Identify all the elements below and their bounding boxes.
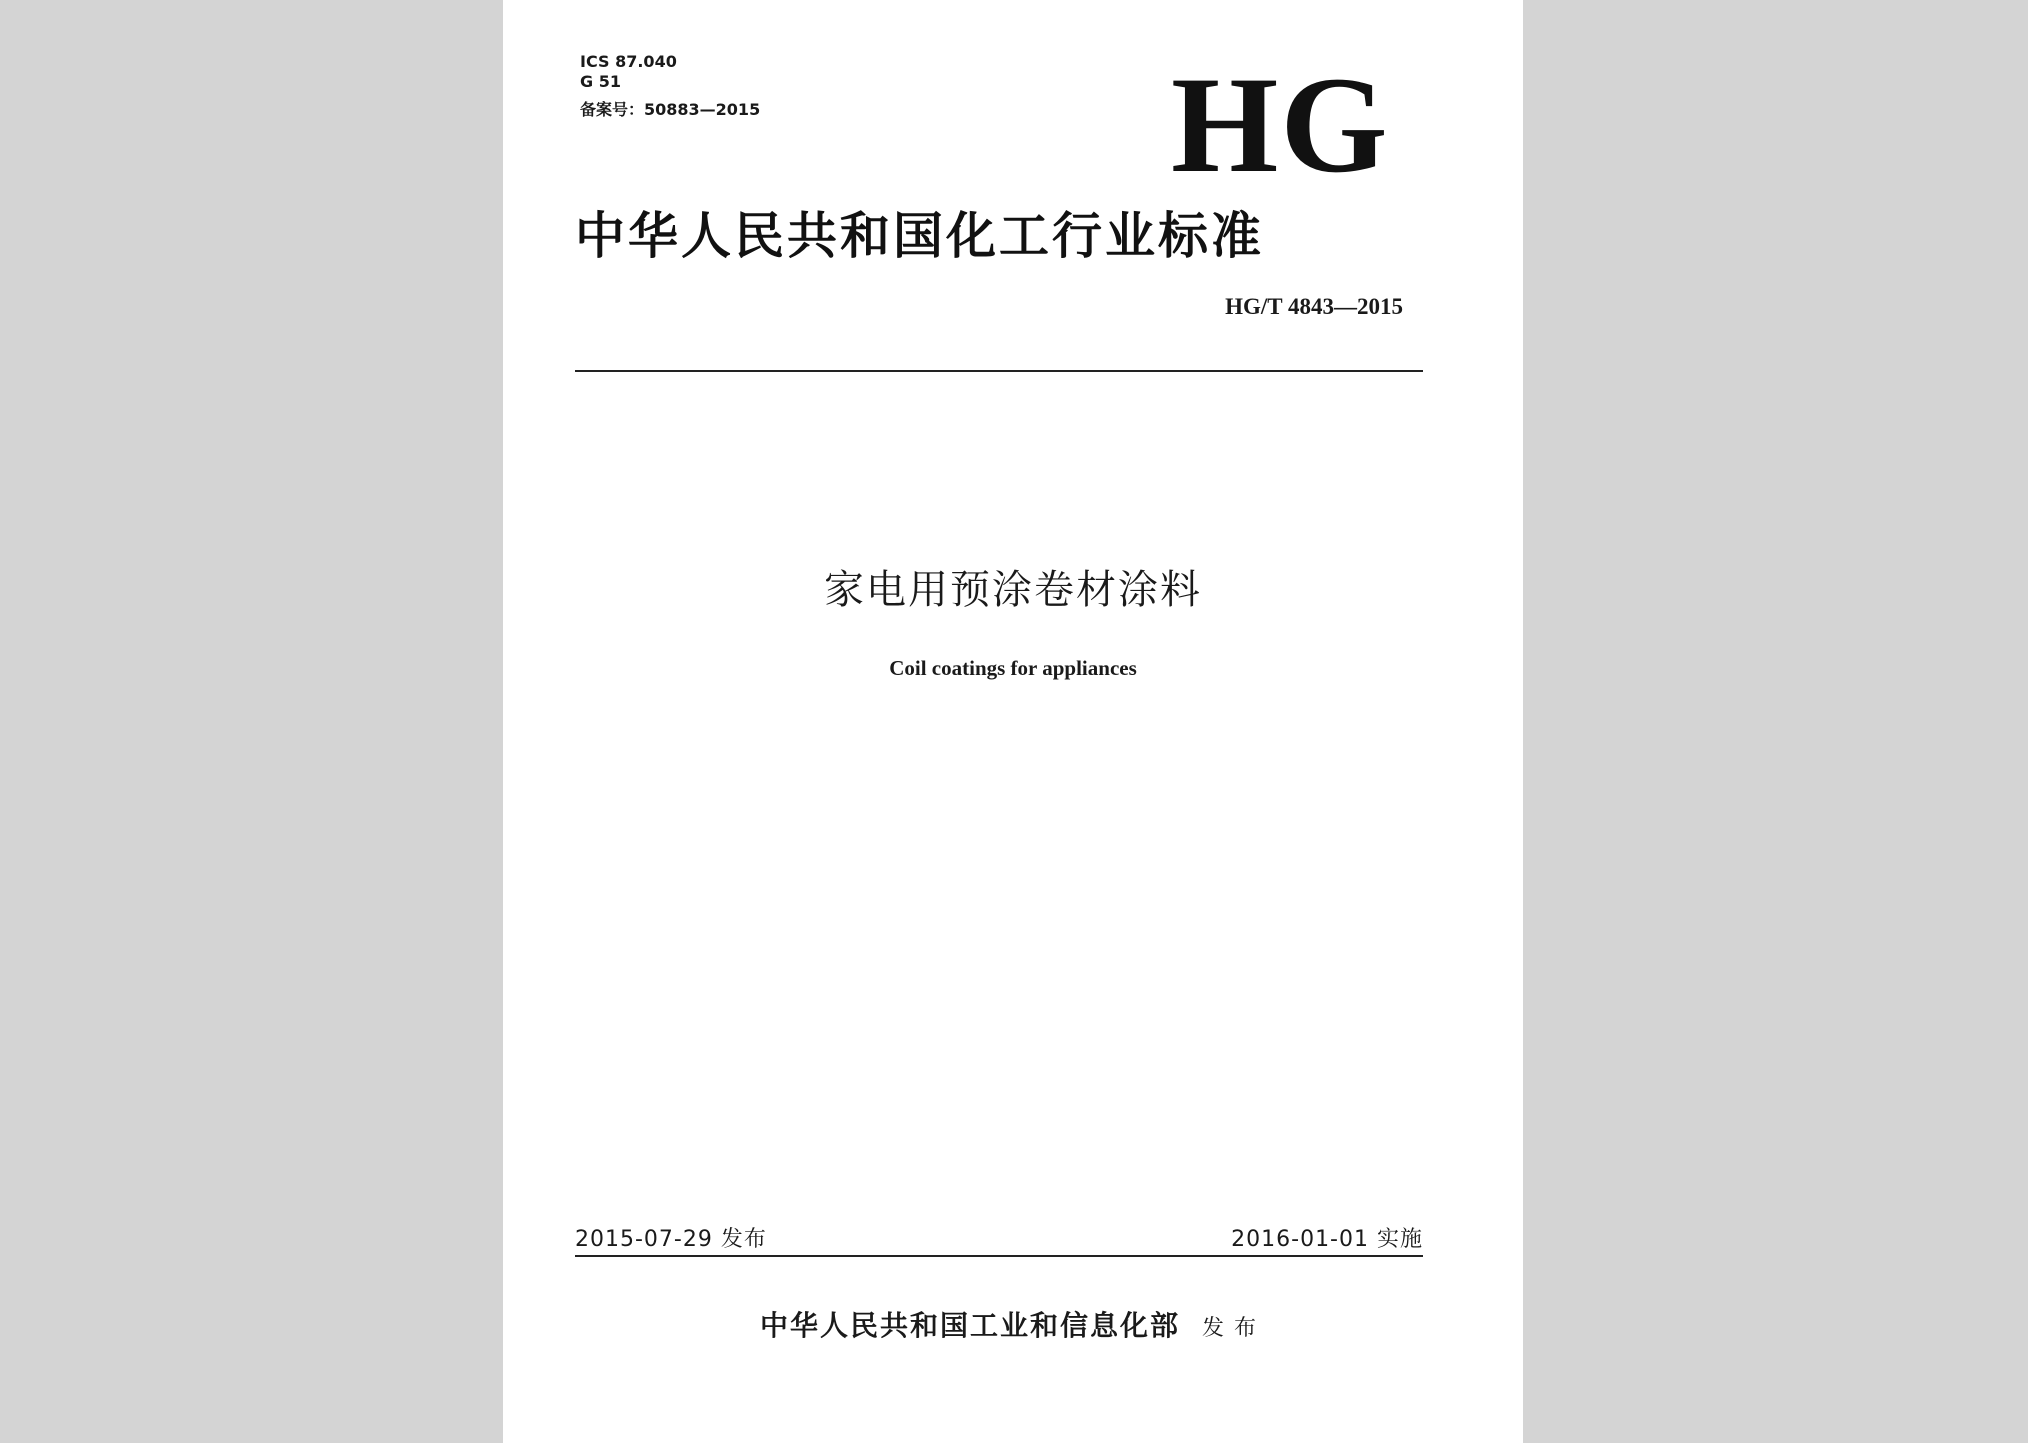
classification-code: G 51 [580,72,621,91]
publisher [503,1304,1523,1344]
publisher-suffix: 发布 [1202,1316,1267,1341]
header-divider [575,370,1423,372]
ics-code: ICS 87.040 [580,52,677,71]
footer-divider [575,1255,1423,1257]
implementation-date: 2016-01-01 实施 [1231,1227,1423,1252]
record-number: 备案号：50883—2015 [580,100,761,119]
standard-number: HG/T 4843—2015 [1225,294,1403,319]
standard-title: 中华人民共和国化工行业标准 [575,207,1264,265]
hg-logo: HG [1171,48,1390,201]
issue-date: 2015-07-29 发布 [575,1227,767,1252]
publisher-name: 中华人民共和国工业和信息化部 [759,1309,1180,1342]
document-title-cn: 家电用预涂卷材涂料 [824,567,1202,613]
document-title-en: Coil coatings for appliances [889,656,1137,680]
document-page [503,0,1523,1443]
